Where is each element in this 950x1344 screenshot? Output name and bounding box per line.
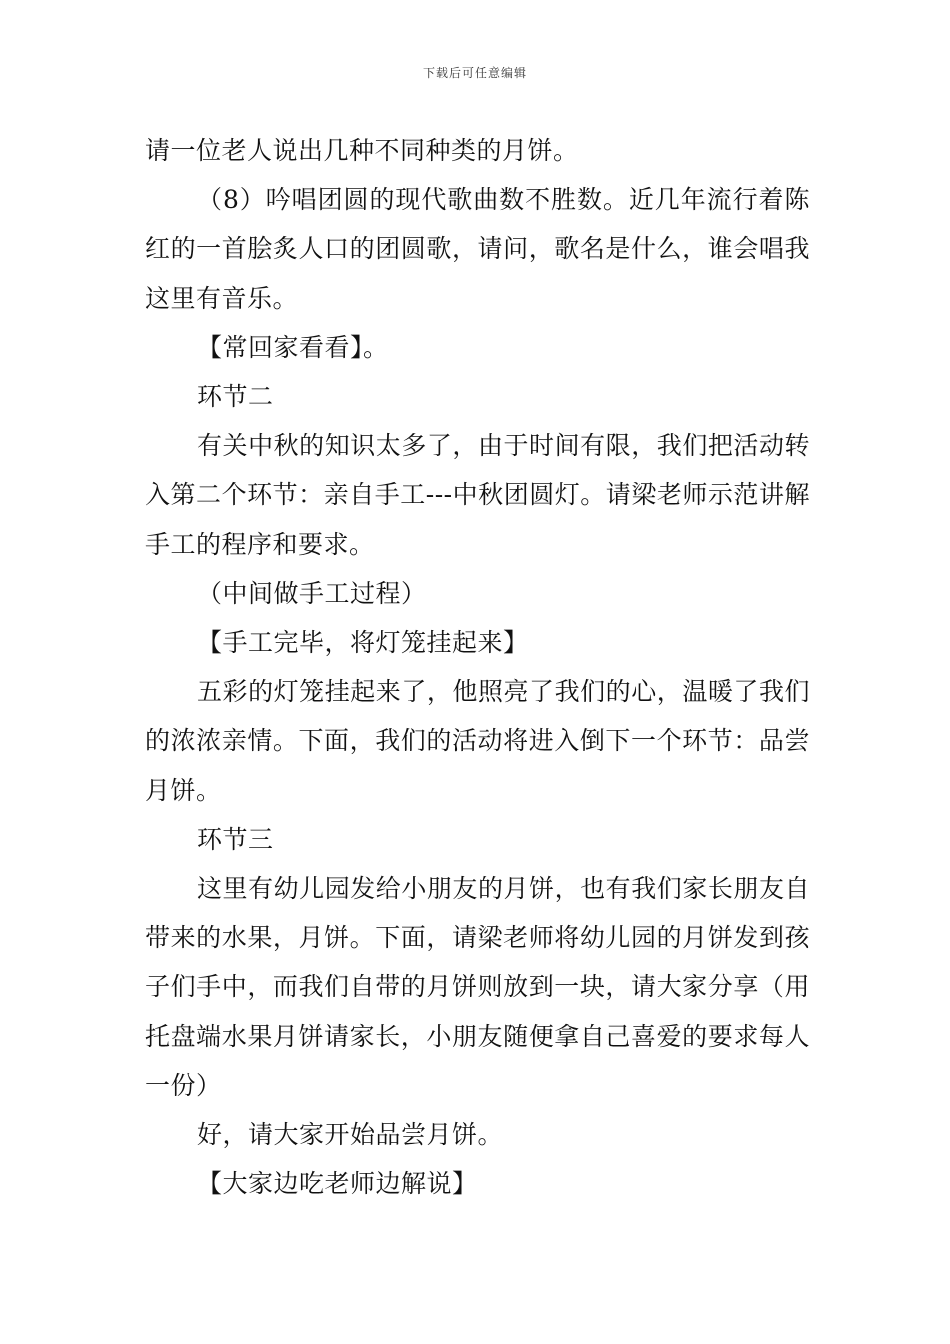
paragraph: 这里有幼儿园发给小朋友的月饼，也有我们家长朋友自带来的水果，月饼。下面，请梁老师将幼儿园的月饼发到孩子们手中，而我们自带的月饼则放到一块，请大家分享（用托盘端水果月饼请家长，小朋友随便拿自己喜爱的要求每人一份） [145, 874, 810, 1100]
paragraph: （中间做手工过程） [197, 578, 427, 608]
document-body [145, 126, 810, 1208]
paragraph: 有关中秋的知识太多了，由于时间有限，我们把活动转入第二个环节：亲自手工---中秋团圆灯。请梁老师示范讲解手工的程序和要求。 [145, 431, 810, 559]
paragraph: 【手工完毕，将灯笼挂起来】 [197, 628, 529, 658]
paragraph: 【常回家看看】。 [197, 332, 389, 362]
section-heading: 环节二 [197, 382, 274, 412]
paragraph: 【大家边吃老师边解说】 [197, 1169, 478, 1199]
paragraph: 五彩的灯笼挂起来了，他照亮了我们的心，温暖了我们的浓浓亲情。下面，我们的活动将进入倒下一个环节：品尝月饼。 [145, 677, 810, 805]
paragraph: 请一位老人说出几种不同种类的月饼。 [145, 136, 579, 165]
section-heading: 环节三 [197, 824, 274, 854]
paragraph: （8）吟唱团圆的现代歌曲数不胜数。近几年流行着陈红的一首脍炙人口的团圆歌，请问，歌名是什么，谁会唱我这里有音乐。 [145, 185, 810, 313]
page-header: 下载后可任意编辑 [422, 66, 527, 80]
paragraph: 好，请大家开始品尝月饼。 [197, 1120, 504, 1150]
